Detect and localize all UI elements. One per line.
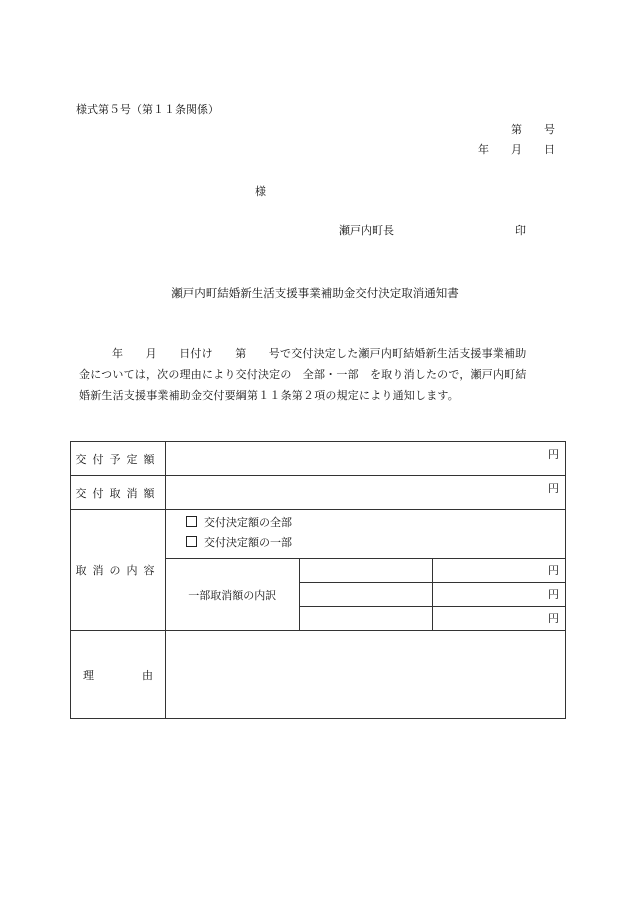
- option-partial[interactable]: [166, 533, 565, 553]
- cancellation-content-cell: [166, 510, 566, 631]
- cancelled-amount-label: 交付取消額: [71, 476, 166, 510]
- reason-label-left: 理: [83, 668, 94, 682]
- checkbox-icon[interactable]: [186, 516, 197, 527]
- yen-unit: 円: [548, 448, 559, 461]
- addressee-honorific: 様: [255, 185, 266, 198]
- option-all[interactable]: [166, 513, 565, 533]
- issuer-name: 瀬戸内町長: [339, 224, 394, 237]
- yen-unit: 円: [548, 612, 559, 625]
- option-all-label: 交付決定額の全部: [204, 516, 292, 529]
- breakdown-amount-field[interactable]: [432, 583, 565, 607]
- document-number: 第 号: [511, 123, 555, 136]
- scheduled-amount-label: 交付予定額: [71, 442, 166, 476]
- breakdown-amount-field[interactable]: [432, 607, 565, 631]
- scheduled-amount-field[interactable]: [166, 442, 566, 476]
- document-date: 年 月 日: [478, 143, 555, 156]
- breakdown-amount-field[interactable]: [432, 559, 565, 583]
- body-line-3: 婚新生活支援事業補助金交付要綱第１１条第２項の規定により通知します。: [79, 389, 459, 402]
- breakdown-item-field[interactable]: [299, 583, 432, 607]
- reason-field[interactable]: [166, 631, 566, 719]
- yen-unit: 円: [548, 482, 559, 495]
- body-line-2: 金については，次の理由により交付決定の 全部・一部 を取り消したので，瀬戸内町結: [79, 368, 527, 381]
- cancellation-content-label: 取消の内容: [71, 510, 166, 631]
- checkbox-icon[interactable]: [186, 536, 197, 547]
- notice-body: [79, 343, 559, 406]
- body-line-1: 年 月 日付け 第 号で交付決定した瀬戸内町結婚新生活支援事業補助: [112, 347, 527, 360]
- reason-label-right: 由: [142, 668, 153, 682]
- cancellation-table: [70, 441, 566, 719]
- reason-label: [71, 631, 166, 719]
- cancelled-amount-field[interactable]: [166, 476, 566, 510]
- form-number: 様式第５号（第１１条関係）: [76, 103, 219, 116]
- breakdown-item-field[interactable]: [299, 559, 432, 583]
- document-title: 瀬戸内町結婚新生活支援事業補助金交付決定取消通知書: [171, 286, 459, 300]
- option-partial-label: 交付決定額の一部: [204, 536, 292, 549]
- yen-unit: 円: [548, 588, 559, 601]
- breakdown-label: 一部取消額の内訳: [166, 559, 299, 630]
- yen-unit: 円: [548, 564, 559, 577]
- breakdown-table: [166, 559, 565, 630]
- seal-mark: 印: [515, 224, 526, 237]
- breakdown-item-field[interactable]: [299, 607, 432, 631]
